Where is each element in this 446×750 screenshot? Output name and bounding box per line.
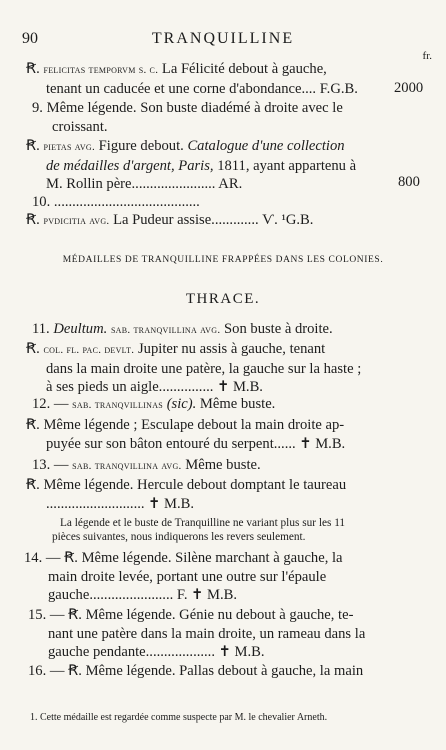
entry-pietas: Ꞧ. pietas avg. Figure debout. Catalogue d'une collection de médailles d'argent, Paris, 1811, ayant appartenu à M. Rollin père....................... AR.	[26, 138, 357, 192]
entry-9: 9. Même légende. Son buste diadémé à droite avec le croissant.	[32, 100, 343, 135]
reverse-mark: Ꞧ.	[26, 417, 40, 433]
entry-number: 11.	[32, 321, 50, 337]
reverse-mark: Ꞧ.	[26, 212, 40, 228]
legend: sab. tranqvillina avg.	[110, 324, 221, 336]
region-heading: THRACE.	[185, 291, 261, 307]
price: 2000	[394, 80, 424, 96]
description: tenant un caducée et une corne d'abondance....	[46, 80, 317, 97]
entry-12: 12. — sab. tranqvillinas (sic). Même buste.	[32, 396, 276, 412]
entry-16: 16. — Ꞧ. Même légende. Pallas debout à gauche, la main	[28, 663, 364, 679]
metal-size: F. ✝ M.B.	[176, 587, 238, 603]
entry-13: 13. — sab. tranqvillina avg. Même buste.	[32, 457, 261, 473]
entry-11: 11. Deultum. sab. tranqvillina avg. Son buste à droite.	[32, 321, 333, 337]
legend: sab. tranqvillinas	[72, 399, 164, 411]
entry-12-reverse: Ꞧ. Même légende ; Esculape debout la main droite ap- puyée sur son bâton entouré du serpent...... ✝ M.B.	[26, 417, 346, 452]
metal-size: ✝ M.B.	[148, 495, 195, 512]
metal-size: ✝ M.B.	[218, 644, 265, 660]
entry-number: 16. — Ꞧ.	[28, 663, 82, 679]
entry-number: 12. —	[32, 396, 69, 412]
reverse-mark: Ꞧ.	[26, 61, 40, 77]
legend: felicitas temporvm s. c.	[43, 64, 159, 76]
metal-size: AR.	[218, 176, 243, 192]
entry-10: 10. ........................................	[32, 194, 200, 210]
section-heading: MÉDAILLES DE TRANQUILLINE FRAPPÉES DANS LES COLONIES.	[62, 255, 384, 265]
entry-11-reverse: Ꞧ. col. fl. pac. devlt. Jupiter nu assis à gauche, tenant dans la main droite une patère, la gauche sur la haste ; à ses pieds un aigle............... ✝ M.B.	[26, 341, 362, 395]
legend: sab. tranqvillina avg.	[72, 460, 182, 472]
legend: col. fl. pac. devlt.	[43, 344, 135, 356]
city-name: Deultum.	[53, 321, 108, 337]
entry-pudicitia: Ꞧ. pvdicitia avg. La Pudeur assise............. Ѵ. ¹G.B.	[26, 212, 314, 228]
editorial-note: La légende et le buste de Tranquilline ne variant plus sur les 11 pièces suivantes, nous indiquerons les revers seulement.	[52, 517, 346, 543]
entry-15: 15. — Ꞧ. Même légende. Génie nu debout à gauche, te- nant une patère dans la main droite, un rameau dans la gauche pendante................... ✝ M.B.	[28, 607, 366, 660]
reverse-mark: Ꞧ.	[26, 341, 40, 357]
price-column-label: fr.	[422, 50, 432, 62]
price: 800	[398, 174, 420, 190]
metal-size: ✝ M.B.	[299, 435, 346, 452]
legend: pvdicitia avg.	[43, 215, 110, 227]
footnote: 1. Cette médaille est regardée comme suspecte par M. le chevalier Arneth.	[30, 712, 328, 723]
reverse-mark: Ꞧ.	[26, 477, 40, 493]
entry-felicitas	[26, 60, 358, 98]
entry-number: 15. — Ꞧ.	[28, 607, 82, 623]
reverse-mark: Ꞧ.	[26, 138, 40, 154]
metal-size: F.G.B.	[319, 80, 358, 97]
entry-number: 14. — Ꞧ.	[24, 550, 78, 566]
running-head: TRANQUILLINE	[151, 30, 295, 47]
legend: pietas avg.	[43, 141, 96, 153]
entry-13-reverse: Ꞧ. Même légende. Hercule debout domptant le taureau ........................... ✝ M.B.	[26, 477, 347, 512]
metal-size: ✝ M.B.	[217, 379, 263, 395]
metal-size: Ѵ. ¹G.B.	[262, 212, 314, 228]
description: La Félicité debout à gauche,	[158, 61, 327, 77]
page-number: 90	[22, 30, 38, 47]
entry-14: 14. — Ꞧ. Même légende. Silène marchant à gauche, la main droite levée, portant une outre sur l'épaule gauche....................... F. ✝ M.B.	[24, 550, 343, 603]
entry-number: 13. —	[32, 457, 69, 473]
